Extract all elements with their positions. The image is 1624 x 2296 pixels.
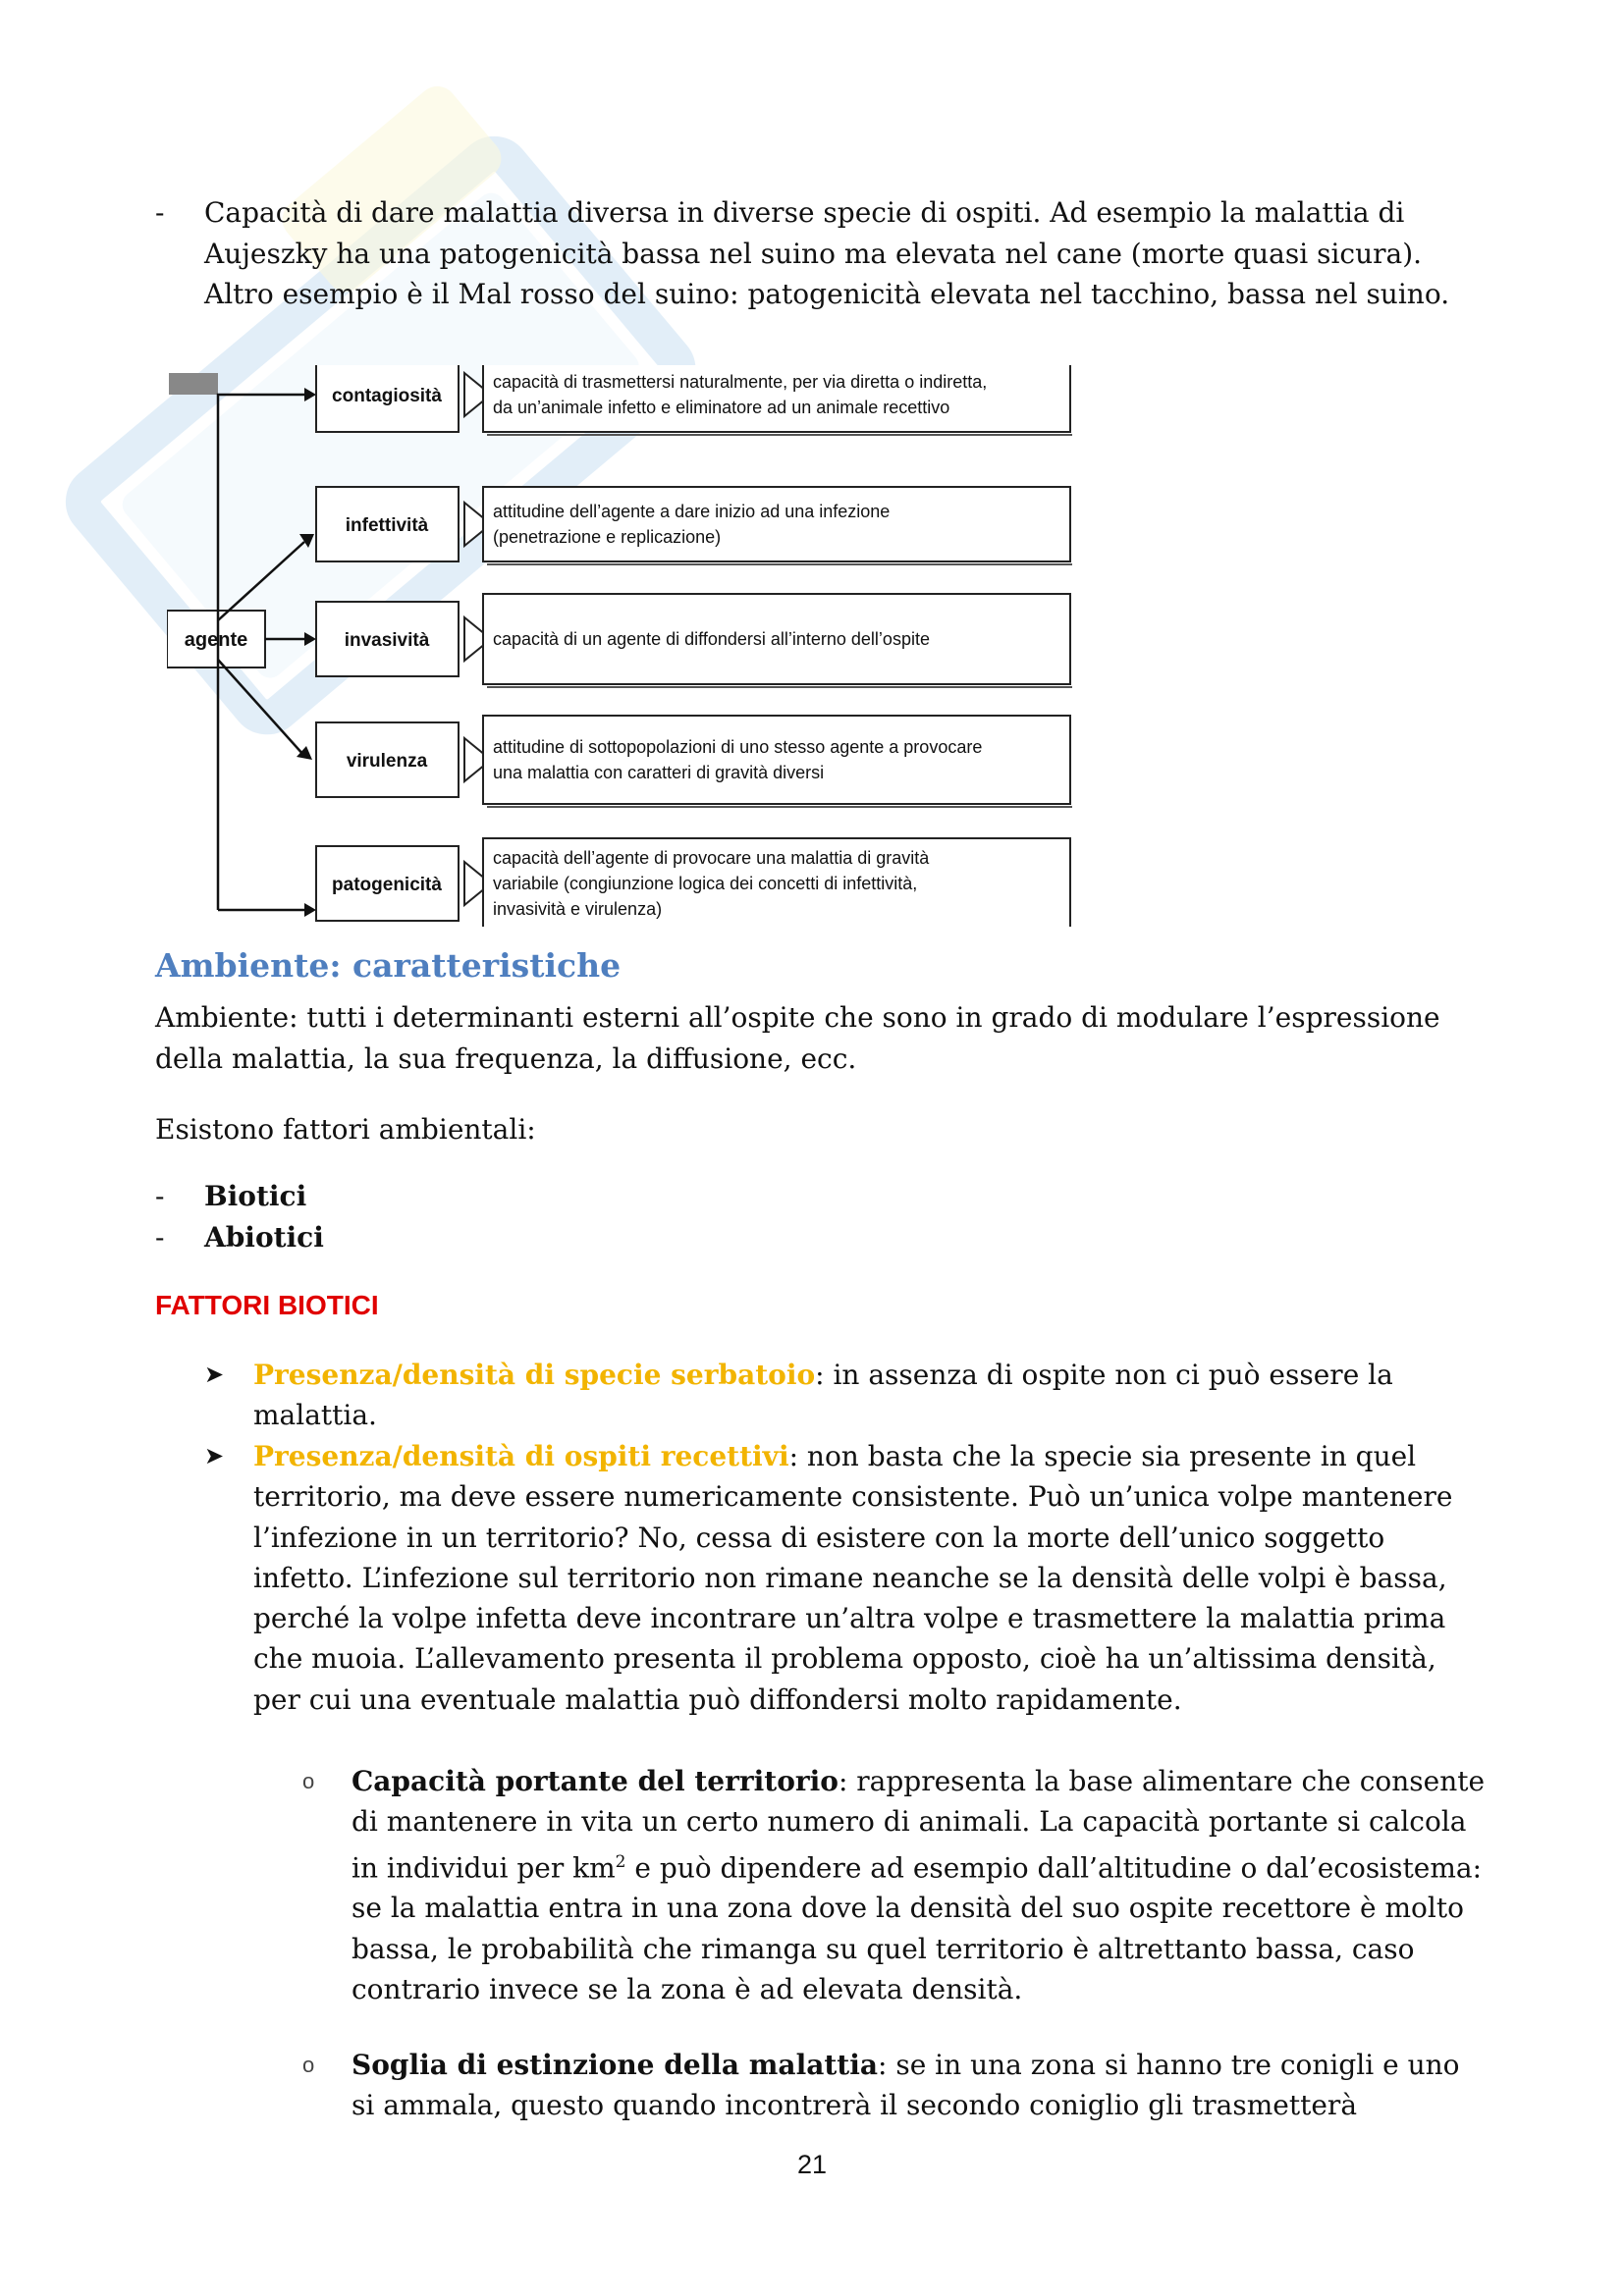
diagram-description-text: attitudine di sottopopolazioni di uno stesso agente a provocare [493,737,983,757]
sub-list-item [302,2045,1490,2126]
intro-item-text: Capacità di dare malattia diversa in diverse specie di ospiti. Ad esempio la malattia di Aujeszky ha una patogenicità bassa nel suino ma elevata nel cane (morte quasi sicura). Altro esempio è il Mal rosso del suino: patogenicità elevata nel tacchino, bassa nel suino. [204,196,1450,310]
fattori-list-item [155,1176,1490,1217]
agent-properties-diagram [167,365,1075,927]
biotici-list-item [204,1355,1490,1436]
diagram-node-label: patogenicità [332,875,442,895]
diagram-description-text: una malattia con caratteri di gravità diversi [493,763,825,782]
fattori-item-label: Abiotici [204,1221,324,1254]
connector-contagiosita [218,395,304,611]
page-number: 21 [796,2150,828,2179]
diagram-node-label: virulenza [346,751,428,772]
diagram-node-label: invasività [344,630,430,651]
ambiente-definition: Ambiente: tutti i determinanti esterni all’ospite che sono in grado di modulare l’espressione della malattia, la sua frequenza, la diffusione, ecc. [155,1001,1440,1075]
diagram-logo-icon [169,373,218,395]
circle-bullet-icon: o [302,1769,315,1793]
diagram-description-text: da un’animale infetto e eliminatore ad un animale recettivo [493,398,950,417]
sub-item-superscript: 2 [615,1851,626,1872]
diagram-description-box [483,716,1070,804]
fattori-list-item [155,1217,1490,1258]
dash-bullet: - [155,1221,165,1254]
biotici-item-title: Presenza/densità di specie serbatoio [253,1359,816,1391]
sub-item-title: Capacità portante del territorio [352,1765,839,1797]
circle-bullet-icon: o [302,2053,315,2077]
diagram-description-text: attitudine dell’agente a dare inizio ad una infezione [493,502,891,521]
biotici-item-title: Presenza/densità di ospiti recettivi [253,1440,789,1472]
sub-item-text-before: : rappresenta la base alimentare che consente di mantenere in vita un certo numero di animali. La capacità portante si calcola in individui per km [352,1765,1486,1884]
diagram-root-label: agente [184,629,248,651]
biotici-list-item [204,1436,1490,1720]
diagram-description-text: capacità di un agente di diffondersi all’interno dell’ospite [493,629,930,649]
biotici-heading: FATTORI BIOTICI [155,1290,379,1320]
diagram-description-text: variabile (congiunzione logica dei concetti di infettività, [493,874,918,893]
sub-item-text-before: : se in una zona si hanno tre conigli e uno si ammala, questo quando incontrerà il secondo coniglio gli trasmetterà [352,2049,1460,2122]
diagram-description-text: invasività e virulenza) [493,899,663,919]
fattori-item-label: Biotici [204,1180,307,1212]
sub-list-item [302,1761,1490,2009]
biotici-item-text: : non basta che la specie sia presente in quel territorio, ma deve essere numericamente consistente. Può un’unica volpe mantenere l’infezione in un territorio? No, cessa di esistere con la morte dell’unico soggetto infetto. L’infezione sul territorio non rimane neanche se la densità delle volpi è bassa, perché la volpe infetta deve incontrare un’altra volpe e trasmettere la malattia prima che muoia. L’allevamento presenta il problema opposto, cioè ha un’altissima densità, per cui una eventuale malattia può diffondersi molto rapidamente. [253,1440,1453,1716]
diagram-description-text: capacità di trasmettersi naturalmente, per via diretta o indiretta, [493,372,988,392]
diagram-description-text: capacità dell’agente di provocare una malattia di gravità [493,848,930,868]
dash-bullet: - [155,1180,165,1212]
section-heading-ambiente: Ambiente: caratteristiche [155,946,622,985]
biotici-item-text: : in assenza di ospite non ci può essere la malattia. [253,1359,1393,1432]
arrow-bullet-icon: ➤ [204,1442,225,1469]
sub-item-title: Soglia di estinzione della malattia [352,2049,878,2081]
sub-item-text-after: e può dipendere ad esempio dall’altitudine o dal’ecosistema: se la malattia entra in una zona dove la densità del suo ospite recettore è molto bassa, le probabilità che rimanga su quel territorio è altrettanto bassa, caso contrario invece se la zona è ad elevata densità. [352,1850,1483,2005]
connector-virulenza [218,660,304,756]
fattori-intro: Esistono fattori ambientali: [155,1113,536,1146]
arrow-bullet-icon: ➤ [204,1361,225,1388]
dash-bullet: - [155,196,165,229]
connector-infettivita [218,542,304,620]
diagram-node-label: contagiosità [332,386,442,406]
diagram-node-label: infettività [345,515,429,536]
intro-list-item [155,192,1490,315]
diagram-description-box [483,487,1070,561]
diagram-description-text: (penetrazione e replicazione) [493,527,722,547]
